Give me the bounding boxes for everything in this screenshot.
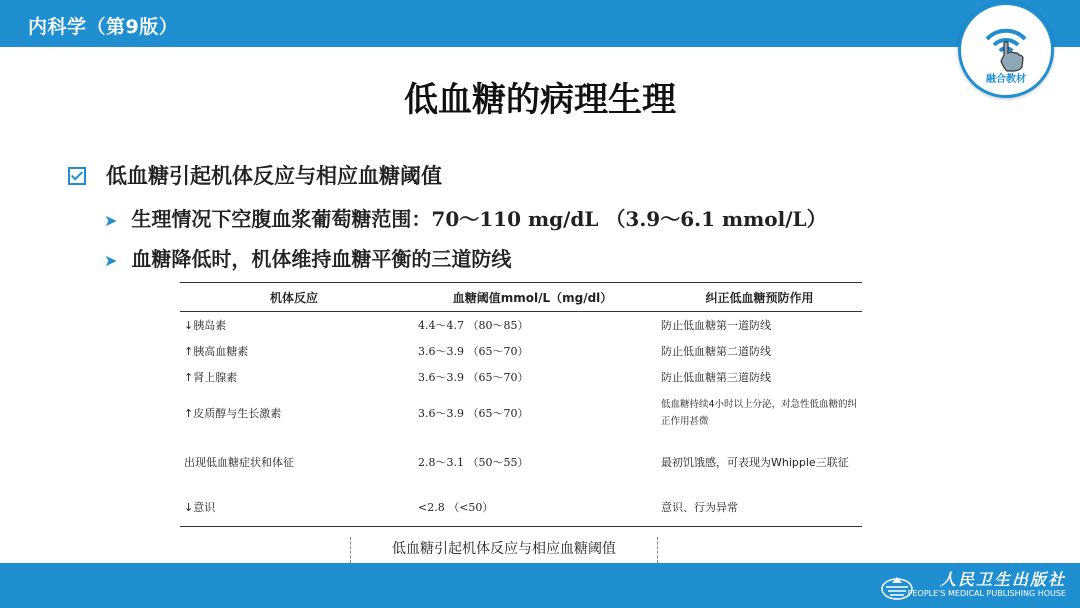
main-bullet <box>68 160 442 190</box>
slide-title: 低血糖的病理生理 <box>404 80 676 120</box>
sub-bullet-2 <box>104 243 511 272</box>
table-cell: ↓意识 <box>180 488 408 527</box>
table-cell: 4.4～4.7 （80～85） <box>418 319 529 332</box>
table-row <box>180 390 862 436</box>
sub-bullet-1 <box>104 203 827 232</box>
table-cell: 意识、行为异常 <box>657 488 862 527</box>
table-cell: 防止低血糖第二道防线 <box>661 345 771 358</box>
table-row <box>180 338 862 364</box>
table-header-row <box>180 283 862 312</box>
book-title: 内科学（第9版） <box>28 16 179 38</box>
table-cell: 3.6～3.9 （65～70） <box>418 345 529 358</box>
table-caption: 低血糖引起机体反应与相应血糖阈值 <box>350 537 658 563</box>
column-header: 机体反应 <box>180 283 408 312</box>
table-cell: ↑皮质醇与生长激素 <box>184 407 282 420</box>
header-bar <box>0 0 1080 47</box>
badge-label: 融合教材 <box>986 74 1026 85</box>
sub-bullet-1-values: 70～110 mg/dL （3.9～6.1 mmol/L） <box>431 207 827 231</box>
table-cell: 出现低血糖症状和体征 <box>184 456 294 469</box>
table-cell: ↑肾上腺素 <box>184 371 238 384</box>
table-cell: 3.6～3.9 （65～70） <box>418 407 529 420</box>
table-cell: <2.8 （<50） <box>408 488 657 527</box>
table-row <box>180 488 862 527</box>
arrow-bullet-icon: ➤ <box>104 211 118 230</box>
table-cell: 最初饥饿感，可表现为Whipple三联征 <box>661 456 849 469</box>
table-row <box>180 364 862 390</box>
arrow-bullet-icon: ➤ <box>104 251 118 270</box>
sub-bullet-2-text: 血糖降低时，机体维持血糖平衡的三道防线 <box>131 247 512 271</box>
table-row <box>180 436 862 488</box>
table-cell: ↑胰高血糖素 <box>184 345 249 358</box>
column-header: 血糖阈值mmol/L（mg/dl） <box>408 283 657 312</box>
main-bullet-text: 低血糖引起机体反应与相应血糖阈值 <box>106 164 442 188</box>
table-cell: ↓胰岛素 <box>184 319 227 332</box>
threshold-table <box>180 282 862 527</box>
table-cell: 低血糖持续4小时以上分泌，对急性低血糖的纠正作用甚微 <box>661 399 858 427</box>
publisher-english-name: PEOPLE'S MEDICAL PUBLISHING HOUSE <box>907 589 1066 598</box>
publisher-name: 人民卫生出版社 <box>939 570 1066 589</box>
footer-bar <box>0 563 1080 608</box>
table-row <box>180 312 862 339</box>
table-cell: 3.6～3.9 （65～70） <box>418 371 529 384</box>
table-cell: 防止低血糖第三道防线 <box>661 371 771 384</box>
table-cell: 防止低血糖第一道防线 <box>661 319 771 332</box>
table-cell: 2.8～3.1 （50～55） <box>418 456 529 469</box>
checkbox-icon <box>68 167 86 185</box>
sub-bullet-1-prefix: 生理情况下空腹血浆葡萄糖范围： <box>131 207 432 231</box>
column-header: 纠正低血糖预防作用 <box>657 283 862 312</box>
